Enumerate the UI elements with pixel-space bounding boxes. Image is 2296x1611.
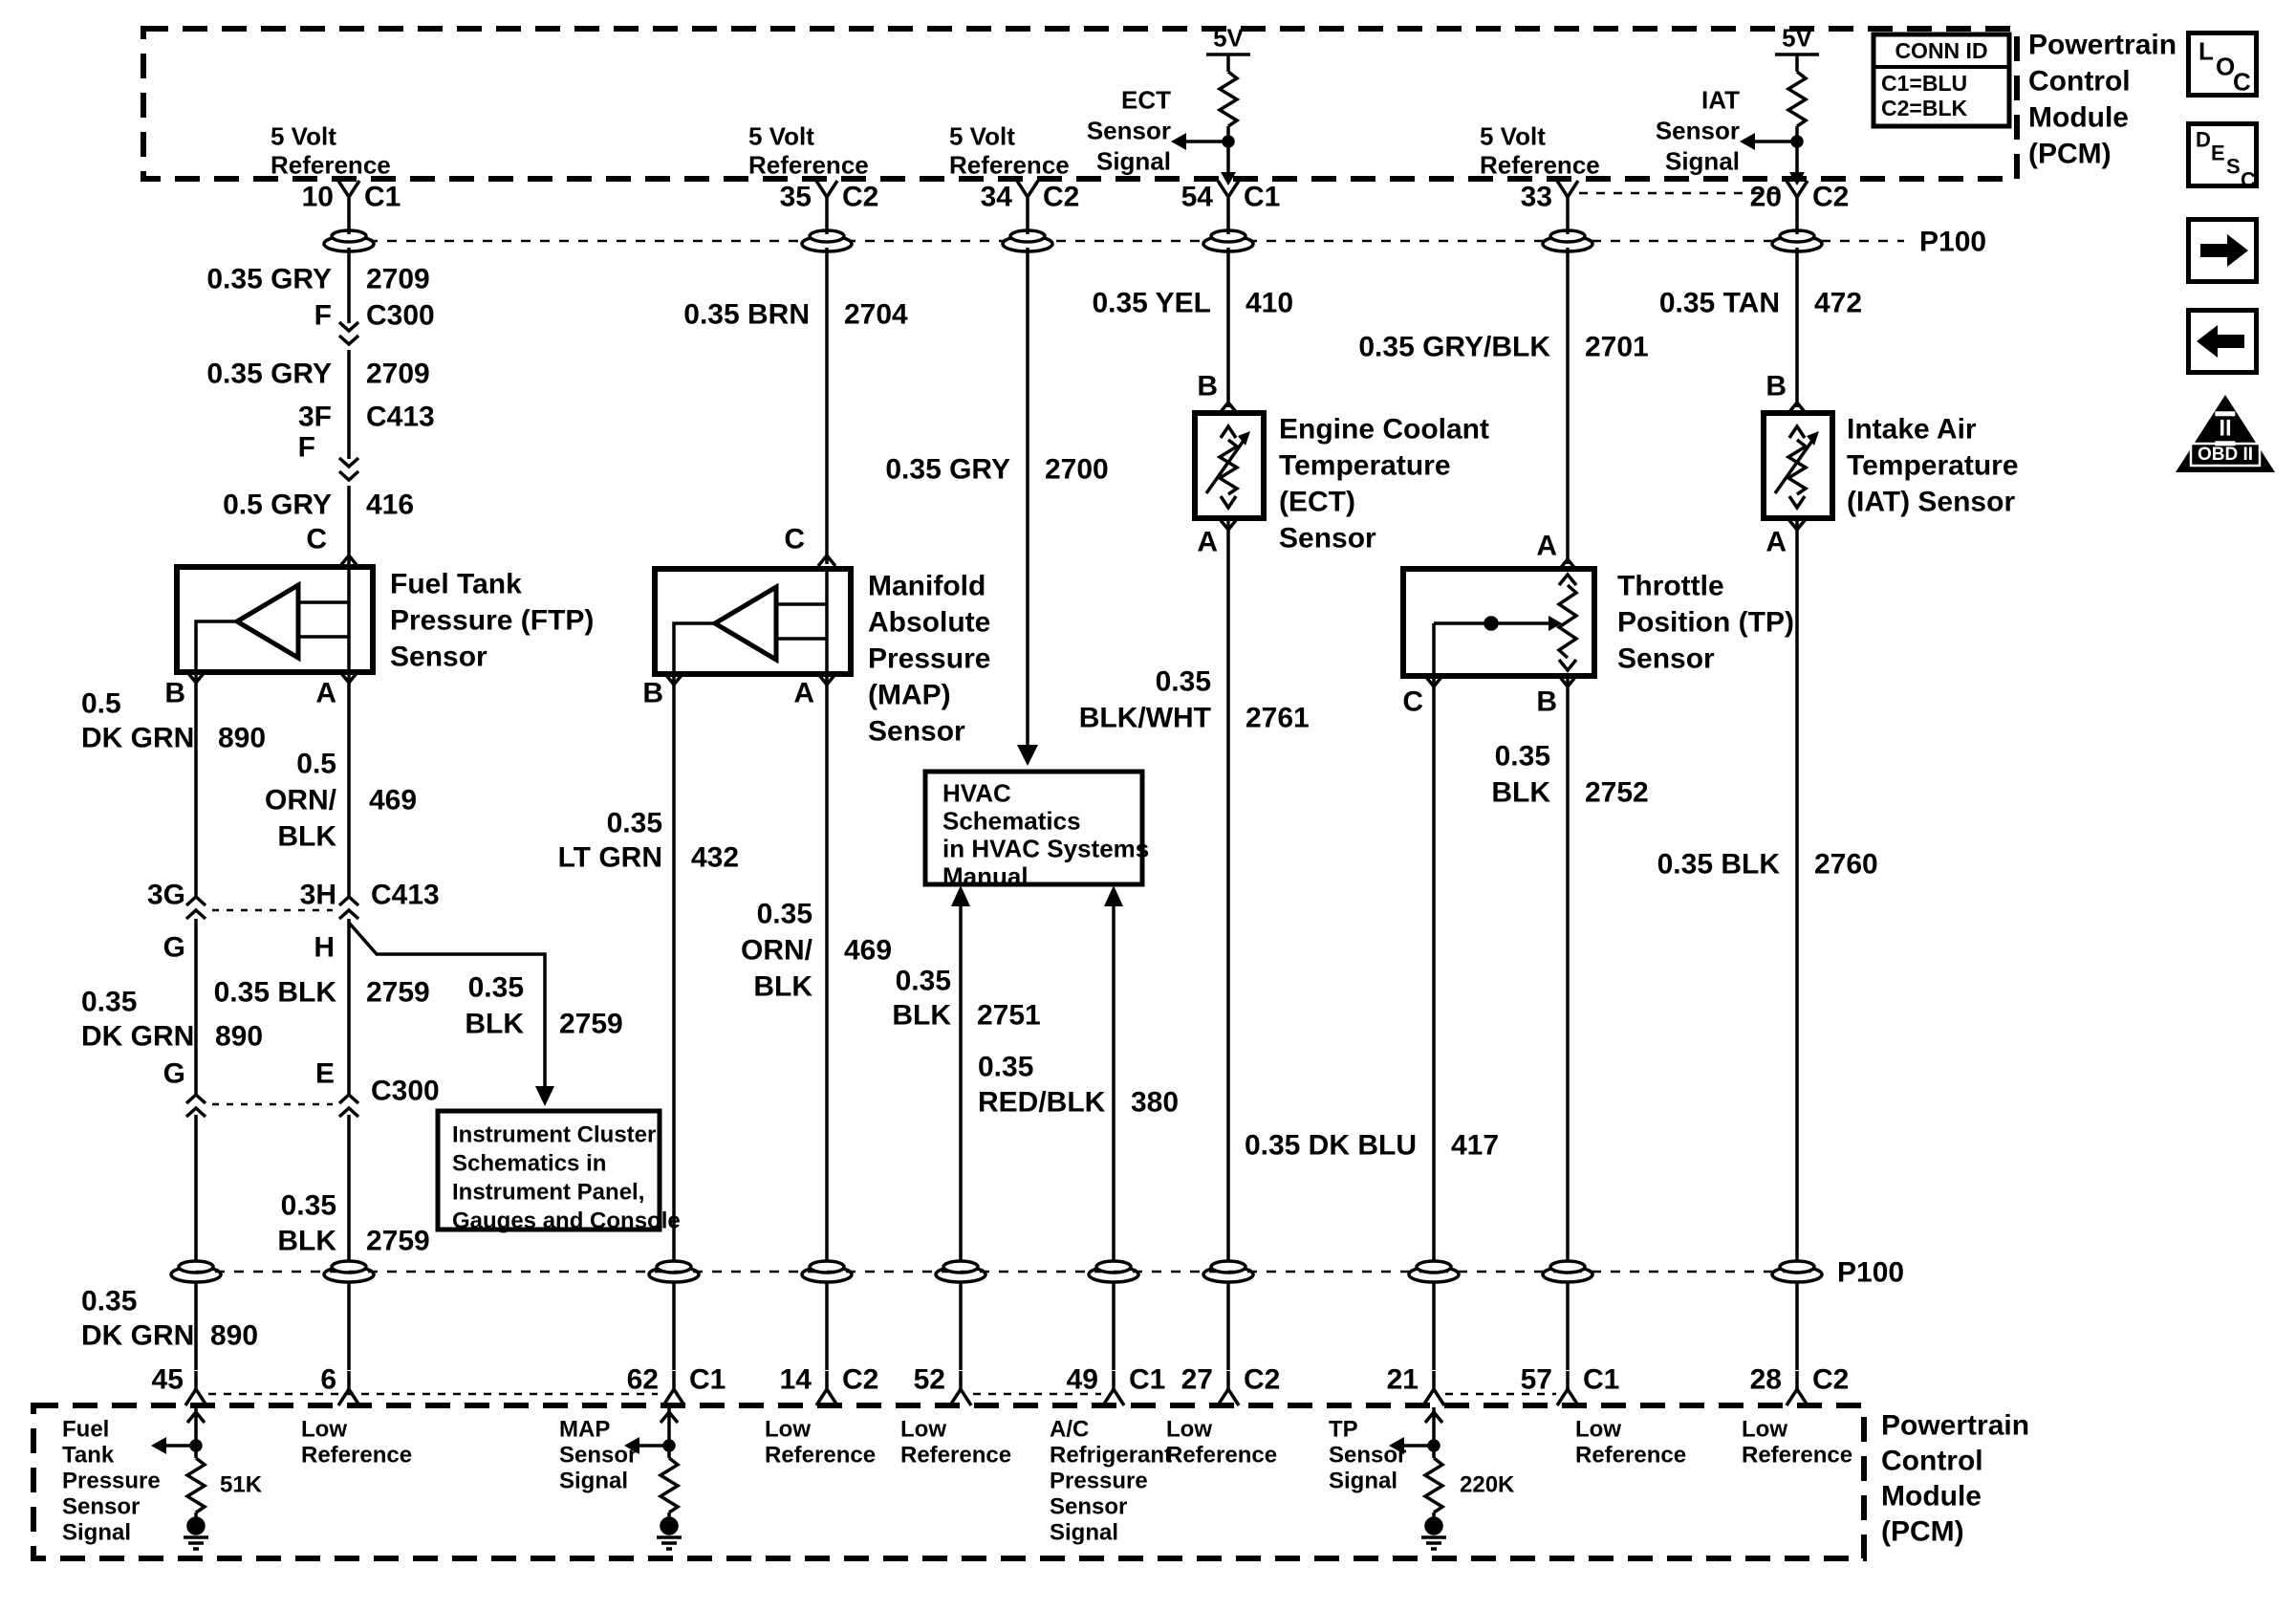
wire-blkwht2761-l2: BLK/WHT bbox=[1078, 702, 1211, 734]
map-signal-3: Signal bbox=[559, 1468, 629, 1494]
ect-signal-label-3: Signal bbox=[1095, 146, 1171, 176]
pcm-top-title-3: Module bbox=[2028, 101, 2129, 134]
pin-57: 57 bbox=[1520, 1363, 1552, 1396]
pin-45: 45 bbox=[151, 1363, 184, 1396]
iat-name-3: (IAT) Sensor bbox=[1847, 486, 2016, 518]
iat-signal-label-1: IAT bbox=[1701, 85, 1740, 115]
pin-57-conn: C1 bbox=[1583, 1363, 1620, 1396]
pin-6: 6 bbox=[320, 1363, 336, 1396]
desc-letter-c: C bbox=[2241, 167, 2256, 192]
wire-gryblk2701-r: 2701 bbox=[1585, 331, 1649, 363]
pin-33: 33 bbox=[1520, 181, 1552, 213]
map-pin-b: B bbox=[642, 677, 663, 709]
wire-blk2752-l2: BLK bbox=[1491, 776, 1550, 809]
low-ref-27-1: Low bbox=[1166, 1416, 1212, 1443]
tp-signal-2: Sensor bbox=[1329, 1442, 1407, 1469]
wire-dkgrn890b-r: 890 bbox=[215, 1020, 264, 1053]
wire-gry2709a-l: 0.35 GRY bbox=[206, 263, 332, 295]
tp-pin-a: A bbox=[1536, 530, 1557, 562]
cluster-ref-3: Instrument Panel, bbox=[452, 1179, 645, 1206]
wire-redblk380-l2: RED/BLK bbox=[978, 1086, 1106, 1119]
ftp-signal-5: Signal bbox=[62, 1519, 132, 1546]
ftp-name-1: Fuel Tank bbox=[390, 568, 522, 600]
resistor-51k-label: 51K bbox=[220, 1471, 263, 1498]
wire-hvac-380 bbox=[1089, 885, 1138, 1405]
conn-h: H bbox=[314, 931, 335, 964]
wire-blk2751-l2: BLK bbox=[892, 999, 951, 1032]
ref5v-map-line1: 5 Volt bbox=[748, 121, 814, 151]
conn-id-row1: C1=BLU bbox=[1881, 71, 1968, 97]
wire-tan472-l: 0.35 TAN bbox=[1658, 287, 1780, 319]
wire-blk2760-r: 2760 bbox=[1814, 848, 1878, 881]
p100-top-connector bbox=[324, 230, 1904, 251]
wire-ornblk469a-l2: ORN/ bbox=[265, 784, 336, 816]
previous-page-button[interactable] bbox=[2186, 308, 2259, 375]
wire-blk2759b-l2: BLK bbox=[277, 1225, 336, 1257]
wire-ftp-5v-reference bbox=[339, 215, 358, 566]
conn-g1: G bbox=[162, 931, 185, 964]
conn-c413a-below: F bbox=[297, 431, 315, 464]
conn-c413b: C413 bbox=[371, 879, 440, 911]
wire-ornblk469b-l1: 0.35 bbox=[756, 898, 812, 930]
conn-id-title: CONN ID bbox=[1895, 38, 1988, 64]
pin-52: 52 bbox=[913, 1363, 945, 1396]
ftp-signal-1: Fuel bbox=[62, 1416, 110, 1443]
arrow-left-icon bbox=[2191, 313, 2254, 370]
pcm-top-title-1: Powertrain bbox=[2028, 29, 2177, 61]
pin-28-conn: C2 bbox=[1812, 1363, 1850, 1396]
wire-iat-low-ref bbox=[1772, 518, 1822, 1405]
wire-yel410-r: 410 bbox=[1245, 287, 1294, 319]
iat-name-1: Intake Air bbox=[1847, 413, 1977, 446]
wire-2759br-l2: BLK bbox=[465, 1008, 524, 1040]
wire-gry2700-r: 2700 bbox=[1045, 453, 1109, 486]
ftp-signal-4: Sensor bbox=[62, 1493, 141, 1520]
ect-pin-a: A bbox=[1197, 526, 1218, 558]
wire-blk2759a-l: 0.35 BLK bbox=[213, 976, 336, 1009]
wire-ornblk469a-l1: 0.5 bbox=[296, 748, 336, 780]
pin-10: 10 bbox=[301, 181, 334, 213]
wire-tan472-r: 472 bbox=[1814, 287, 1863, 319]
wire-gry2709a-r: 2709 bbox=[366, 263, 430, 295]
conn-id-row2: C2=BLK bbox=[1881, 96, 1968, 121]
low-ref-6-2: Reference bbox=[301, 1442, 413, 1469]
ect-pullup-resistor bbox=[1171, 54, 1250, 185]
map-signal-1: MAP bbox=[559, 1416, 611, 1443]
wire-blk2752-l1: 0.35 bbox=[1494, 740, 1550, 773]
map-pin-a: A bbox=[793, 677, 814, 709]
hvac-ref-1: HVAC bbox=[942, 778, 1011, 808]
wire-gry416-r: 416 bbox=[366, 489, 415, 521]
pin-27: 27 bbox=[1180, 1363, 1213, 1396]
desc-letter-s: S bbox=[2226, 154, 2241, 179]
low-ref-27-2: Reference bbox=[1166, 1442, 1278, 1469]
pin-20-conn: C2 bbox=[1812, 181, 1850, 213]
cluster-ref-2: Schematics in bbox=[452, 1150, 607, 1177]
conn-3g: 3G bbox=[146, 879, 185, 911]
wire-gryblk2701-l: 0.35 GRY/BLK bbox=[1358, 331, 1550, 363]
cluster-ref-1: Instrument Cluster bbox=[452, 1121, 657, 1148]
wire-map-5v-reference bbox=[818, 215, 835, 566]
low-ref-28-1: Low bbox=[1742, 1416, 1787, 1443]
low-ref-14-1: Low bbox=[765, 1416, 811, 1443]
iat-signal-label-3: Signal bbox=[1664, 146, 1740, 176]
desc-letter-d: D bbox=[2196, 127, 2211, 152]
conn-c413a-r: C413 bbox=[366, 401, 435, 433]
pin-34: 34 bbox=[980, 181, 1012, 213]
map-name-2: Absolute bbox=[868, 606, 991, 639]
ect-pin-b: B bbox=[1197, 370, 1218, 403]
ac-signal-1: A/C bbox=[1050, 1416, 1090, 1443]
conn-3h: 3H bbox=[299, 879, 336, 911]
iat-pullup-resistor bbox=[1740, 54, 1819, 185]
ref5v-tp-line1: 5 Volt bbox=[1480, 121, 1546, 151]
tp-name-3: Sensor bbox=[1617, 642, 1715, 675]
tp-name-2: Position (TP) bbox=[1617, 606, 1794, 639]
ref5v-tp-line2: Reference bbox=[1480, 150, 1600, 180]
pcm-bottom-title-4: (PCM) bbox=[1881, 1515, 1964, 1548]
pin-27-conn: C2 bbox=[1244, 1363, 1281, 1396]
wire-hvac-2751 bbox=[936, 885, 986, 1405]
map-signal-2: Sensor bbox=[559, 1442, 638, 1469]
pin-62: 62 bbox=[626, 1363, 659, 1396]
iat-name-2: Temperature bbox=[1847, 449, 2019, 482]
map-name-1: Manifold bbox=[868, 570, 986, 602]
next-page-button[interactable] bbox=[2186, 217, 2259, 284]
wire-brn2704-r: 2704 bbox=[844, 298, 908, 331]
wire-ornblk469a-r: 469 bbox=[369, 784, 418, 816]
iat-sensor-box bbox=[1764, 413, 1832, 530]
wire-redblk380-r: 380 bbox=[1131, 1086, 1180, 1119]
pin-35: 35 bbox=[779, 181, 812, 213]
wire-tp-signal bbox=[1409, 676, 1459, 1405]
wire-blk2759a-r: 2759 bbox=[366, 976, 430, 1009]
low-ref-28-2: Reference bbox=[1742, 1442, 1853, 1469]
low-ref-52-1: Low bbox=[900, 1416, 946, 1443]
ref5v-hvac-line2: Reference bbox=[949, 150, 1070, 180]
iat-signal-label-2: Sensor bbox=[1655, 116, 1740, 145]
map-sensor-box bbox=[655, 569, 851, 685]
conn-c300a-r: C300 bbox=[366, 299, 435, 332]
wire-ornblk469b-r: 469 bbox=[844, 934, 893, 967]
tp-signal-1: TP bbox=[1329, 1416, 1358, 1443]
wire-gry2709b-r: 2709 bbox=[366, 358, 430, 390]
p100-top-label: P100 bbox=[1919, 226, 1987, 258]
low-ref-14-2: Reference bbox=[765, 1442, 877, 1469]
ect-signal-label-1: ECT bbox=[1121, 85, 1171, 115]
hvac-ref-2: Schematics bbox=[942, 806, 1081, 836]
low-ref-57-2: Reference bbox=[1575, 1442, 1687, 1469]
pin-10-conn: C1 bbox=[364, 181, 401, 213]
wire-gry416-l: 0.5 GRY bbox=[223, 489, 332, 521]
ref5v-ftp-line1: 5 Volt bbox=[271, 121, 336, 151]
ac-signal-4: Sensor bbox=[1050, 1493, 1128, 1520]
wire-map-b bbox=[649, 674, 699, 1405]
cluster-ref-4: Gauges and Console bbox=[452, 1208, 681, 1234]
wire-2759br-l1: 0.35 bbox=[467, 971, 524, 1004]
pin-49-conn: C1 bbox=[1129, 1363, 1166, 1396]
ect-signal-label-2: Sensor bbox=[1086, 116, 1171, 145]
pin-14: 14 bbox=[779, 1363, 812, 1396]
map-signal-resistor bbox=[624, 1407, 682, 1549]
wire-blk2752-r: 2752 bbox=[1585, 776, 1649, 809]
wire-redblk380-l1: 0.35 bbox=[978, 1051, 1034, 1083]
ftp-pin-b: B bbox=[164, 677, 185, 709]
ac-signal-5: Signal bbox=[1050, 1519, 1119, 1546]
wire-dkgrn890b-l2: DK GRN bbox=[81, 1020, 195, 1053]
wire-tp-5v-reference bbox=[1559, 215, 1576, 570]
conn-c413a-l: 3F bbox=[297, 401, 332, 433]
wire-blkwht2761-r: 2761 bbox=[1245, 702, 1310, 734]
wire-map-a bbox=[802, 674, 852, 1405]
wire-yel410-l: 0.35 YEL bbox=[1092, 287, 1211, 319]
ect-name-1: Engine Coolant bbox=[1279, 413, 1489, 446]
wire-dkgrn890c-l2: DK GRN bbox=[81, 1319, 195, 1352]
ref5v-map-line2: Reference bbox=[748, 150, 869, 180]
pin-28: 28 bbox=[1749, 1363, 1782, 1396]
ect-5v-label: 5V bbox=[1213, 23, 1244, 53]
wire-dkgrn890a-l2: DK GRN bbox=[81, 722, 195, 754]
ftp-pin-a: A bbox=[315, 677, 336, 709]
ftp-pin-c: C bbox=[306, 523, 327, 555]
pcm-bottom-title-1: Powertrain bbox=[1881, 1409, 2030, 1442]
wire-ornblk469a-l3: BLK bbox=[277, 820, 336, 853]
conn-g2: G bbox=[162, 1057, 185, 1090]
desc-letter-e: E bbox=[2211, 141, 2225, 165]
tp-name-1: Throttle bbox=[1617, 570, 1724, 602]
iat-pin-b: B bbox=[1765, 370, 1787, 403]
ftp-signal-3: Pressure bbox=[62, 1468, 161, 1494]
wire-blk2759b-l1: 0.35 bbox=[280, 1189, 336, 1222]
ftp-name-3: Sensor bbox=[390, 641, 487, 673]
loc-letter-c: C bbox=[2233, 67, 2251, 97]
ac-signal-2: Refrigerant bbox=[1050, 1442, 1173, 1469]
ref5v-ftp-line2: Reference bbox=[271, 150, 391, 180]
conn-e: E bbox=[314, 1057, 335, 1090]
hvac-ref-3: in HVAC Systems bbox=[942, 834, 1150, 863]
wire-blk2760-l: 0.35 BLK bbox=[1657, 848, 1780, 881]
loc-letter-o: O bbox=[2216, 52, 2236, 81]
ect-name-3: (ECT) bbox=[1279, 486, 1355, 518]
obd2-label: OBD II bbox=[2197, 445, 2254, 466]
ect-name-2: Temperature bbox=[1279, 449, 1451, 482]
pcm-bottom-title-2: Control bbox=[1881, 1445, 1983, 1477]
pin-49: 49 bbox=[1066, 1363, 1098, 1396]
hvac-ref-4: Manual bbox=[942, 861, 1029, 891]
pin-54-conn: C1 bbox=[1244, 181, 1281, 213]
tp-sensor-box bbox=[1403, 569, 1594, 686]
wire-2759br-r: 2759 bbox=[559, 1008, 623, 1040]
low-ref-52-2: Reference bbox=[900, 1442, 1012, 1469]
tp-pin-c: C bbox=[1402, 686, 1423, 718]
wire-dkgrn890c-r: 890 bbox=[210, 1319, 259, 1352]
wire-ornblk469b-l2: ORN/ bbox=[741, 934, 812, 967]
ect-sensor-box bbox=[1195, 413, 1264, 530]
map-name-4: (MAP) bbox=[868, 679, 951, 711]
wire-dkgrn890b-l1: 0.35 bbox=[81, 986, 138, 1018]
map-pin-c: C bbox=[784, 523, 805, 555]
wire-brn2704-l: 0.35 BRN bbox=[683, 298, 810, 331]
wire-dkgrn890c-l1: 0.35 bbox=[81, 1285, 138, 1317]
iat-pin-a: A bbox=[1765, 526, 1787, 558]
wire-ftp-a bbox=[324, 672, 374, 1405]
wire-blk2751-r: 2751 bbox=[977, 999, 1041, 1032]
conn-c300b: C300 bbox=[371, 1075, 440, 1107]
obd2-pillar-glyph: II bbox=[2215, 411, 2235, 446]
wire-ornblk469b-l3: BLK bbox=[753, 970, 812, 1003]
pin-20: 20 bbox=[1749, 181, 1782, 213]
ect-name-4: Sensor bbox=[1279, 522, 1376, 555]
wire-ltgrn432-r: 432 bbox=[691, 841, 740, 874]
pcm-top-title-2: Control bbox=[2028, 65, 2131, 98]
low-ref-6-1: Low bbox=[301, 1416, 347, 1443]
p100-bottom-label: P100 bbox=[1837, 1256, 1905, 1289]
description-button[interactable] bbox=[2186, 121, 2259, 192]
wire-hvac-5v-reference bbox=[1017, 215, 1038, 766]
wire-ltgrn432-l2: LT GRN bbox=[557, 841, 662, 874]
ac-signal-3: Pressure bbox=[1050, 1468, 1148, 1494]
map-name-3: Pressure bbox=[868, 642, 991, 675]
wire-dkgrn890a-l1: 0.5 bbox=[81, 687, 121, 720]
tp-pin-b: B bbox=[1536, 686, 1557, 718]
location-button[interactable] bbox=[2186, 31, 2259, 98]
iat-5v-label: 5V bbox=[1782, 23, 1812, 53]
pin-14-conn: C2 bbox=[842, 1363, 879, 1396]
pin-62-conn: C1 bbox=[689, 1363, 726, 1396]
low-ref-57-1: Low bbox=[1575, 1416, 1621, 1443]
wire-dkblu417-l: 0.35 DK BLU bbox=[1244, 1129, 1417, 1162]
ref5v-hvac-line1: 5 Volt bbox=[949, 121, 1015, 151]
wire-blk2759b-r: 2759 bbox=[366, 1225, 430, 1257]
wire-dkgrn890a-r: 890 bbox=[218, 722, 267, 754]
wire-gry2700-l: 0.35 GRY bbox=[885, 453, 1010, 486]
pin-34-conn: C2 bbox=[1043, 181, 1080, 213]
tp-signal-3: Signal bbox=[1329, 1468, 1398, 1494]
wire-blk2751-l1: 0.35 bbox=[895, 965, 951, 997]
ftp-name-2: Pressure (FTP) bbox=[390, 604, 595, 637]
ftp-signal-2: Tank bbox=[62, 1442, 115, 1469]
wire-gry2709b-l: 0.35 GRY bbox=[206, 358, 332, 390]
map-name-5: Sensor bbox=[868, 715, 965, 748]
obd2-button[interactable] bbox=[2176, 395, 2275, 473]
wire-blkwht2761-l1: 0.35 bbox=[1155, 665, 1211, 698]
pin-35-conn: C2 bbox=[842, 181, 879, 213]
loc-letter-l: L bbox=[2199, 36, 2214, 66]
resistor-220k-label: 220K bbox=[1460, 1471, 1515, 1498]
wire-ltgrn432-l1: 0.35 bbox=[606, 807, 662, 839]
pin-21: 21 bbox=[1386, 1363, 1419, 1396]
conn-c300a-l: F bbox=[314, 299, 332, 332]
ftp-sensor-box bbox=[177, 567, 373, 683]
arrow-right-icon bbox=[2191, 222, 2254, 279]
pcm-bottom-title-3: Module bbox=[1881, 1480, 1982, 1513]
pcm-top-title-4: (PCM) bbox=[2028, 138, 2112, 170]
pin-54: 54 bbox=[1180, 181, 1213, 213]
wire-dkblu417-r: 417 bbox=[1451, 1129, 1500, 1162]
